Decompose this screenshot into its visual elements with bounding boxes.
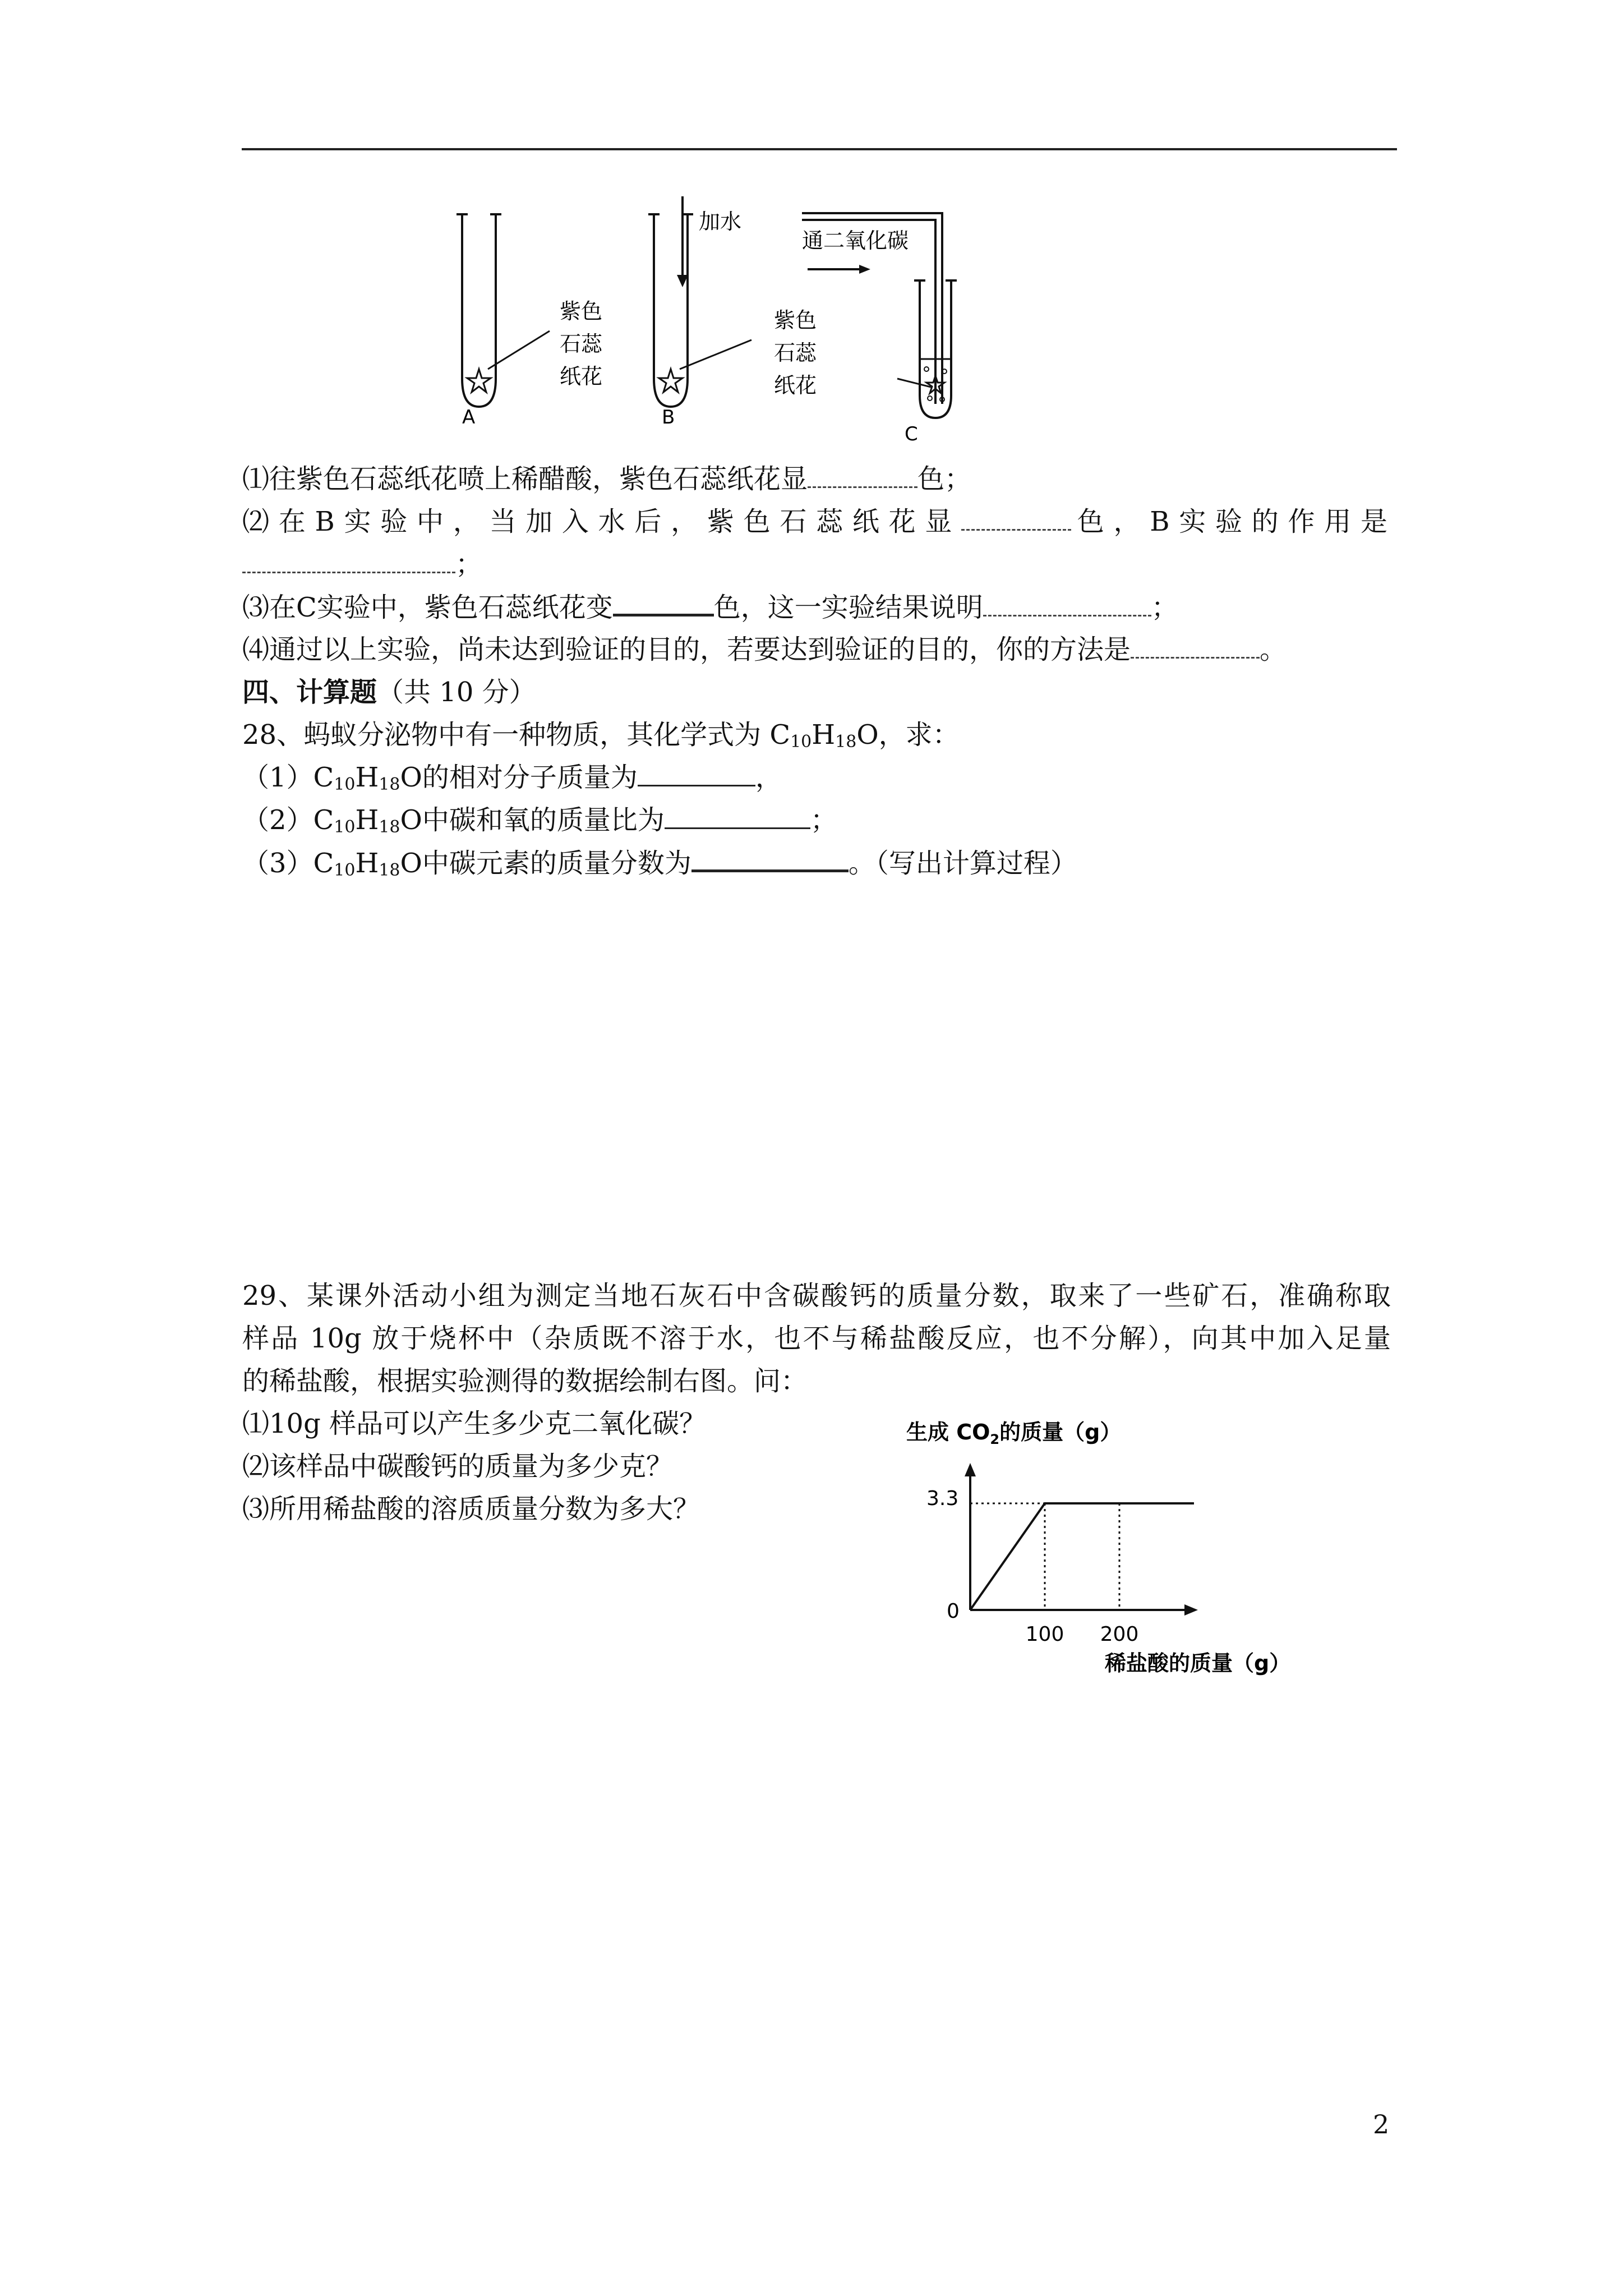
q27-blank-6[interactable] [1131,632,1260,659]
header-rule [242,148,1397,150]
chart-series-line [970,1503,1194,1610]
chart-x-tick-label-100: 100 [1025,1623,1064,1646]
flower-label-2-line3: 纸花 [774,373,817,398]
q27-part2-line2: ； [242,546,482,582]
page-number: 2 [1373,2109,1390,2139]
q27-part1: ⑴往紫色石蕊纸花喷上稀醋酸，紫色石蕊纸花显 色； [242,461,971,497]
q27-part3: ⑶在C实验中，紫色石蕊纸花变 色，这一实验结果说明 ； [242,589,1178,625]
tube-c-label: C [905,423,918,445]
q27-blank-2[interactable] [961,504,1071,531]
q28-stem: 28、蚂蚁分泌物中有一种物质，其化学式为 $C_{10}H_{18}O$，求： [242,719,960,752]
q27-part2-line1: ⑵在B实验中，当加入水后，紫色石蕊纸花显 色，B实验的作用是 [242,504,1391,540]
chart-ylabel: 生成 $CO_2$的质量（g） [906,1420,1122,1447]
q29-question-1: ⑴10g 样品可以产生多少克二氧化碳？ [242,1408,707,1439]
chart-y-tick-label: 3.3 [926,1487,959,1510]
chart-x-arrow [1184,1604,1198,1616]
q29-stem-line1: 29、某课外活动小组为测定当地石灰石中含碳酸钙的质量分数，取来了一些矿石，准确称取 [242,1280,1391,1312]
section4-heading: 四、计算题（共 10 分） [242,677,536,708]
chart-x-tick-label-200: 200 [1100,1623,1139,1646]
flower-label-2-line1: 紫色 [774,308,817,333]
q28-blank-3[interactable] [691,845,849,872]
chart-xlabel: 稀盐酸的质量（g） [1105,1651,1291,1676]
chart-y-arrow [965,1463,976,1476]
chart-origin-label: 0 [947,1600,960,1623]
q28-blank-2[interactable] [665,803,810,829]
q28-part2: $(2)C_{10}H_{18}O$中碳和氧的质量比为 ； [242,802,837,845]
experiment-figure [437,191,976,454]
co2-label: 通二氧化碳 [802,228,909,253]
q29-question-3: ⑶所用稀盐酸的溶质质量分数为多大？ [242,1493,700,1525]
tube-a-label: A [462,406,476,429]
tube-b-label: B [662,406,675,429]
q27-blank-4[interactable] [613,589,714,616]
q29-stem-line3: 的稀盐酸，根据实验测得的数据绘制右图。问： [242,1365,808,1397]
flower-label-2-line2: 石蕊 [774,341,817,365]
q27-part4: ⑷通过以上实验，尚未达到验证的目的，若要达到验证的目的，你的方法是 。 [242,632,1287,668]
flower-label-1-line2: 石蕊 [560,332,603,356]
q27-blank-5[interactable] [983,590,1151,616]
q28-blank-1[interactable] [638,760,755,786]
q29-stem-line2: 样品 10g 放于烧杯中（杂质既不溶于水，也不与稀盐酸反应，也不分解），向其中加入足量 [242,1323,1391,1354]
q27-blank-1[interactable] [808,462,917,488]
q28-part1: $(1)C_{10}H_{18}O$的相对分子质量为 ， [242,760,782,803]
q29-question-2: ⑵该样品中碳酸钙的质量为多少克？ [242,1451,674,1482]
q28-part3: $(3)C_{10}H_{18}O$中碳元素的质量分数为 。（写出计算过程） [242,845,1077,889]
flower-label-1-line1: 紫色 [560,299,603,324]
flower-label-1-line3: 纸花 [560,364,603,389]
co2-mass-chart [897,1402,1324,1694]
add-water-label: 加水 [699,209,742,234]
q27-blank-3[interactable] [242,547,455,573]
